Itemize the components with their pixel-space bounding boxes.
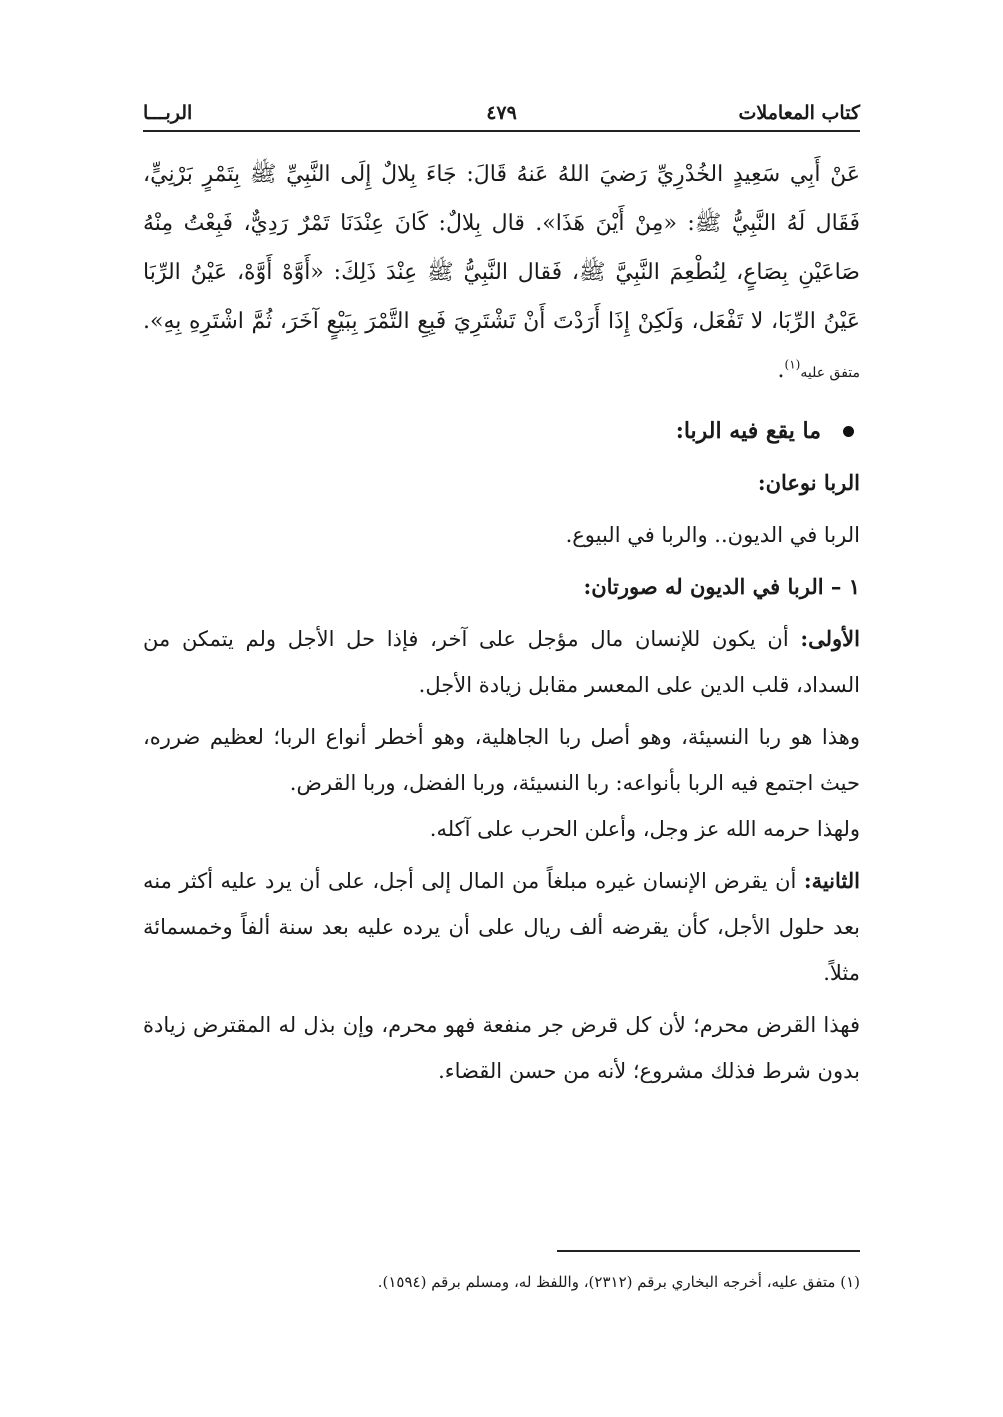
conclusion-paragraph: فهذا القرض محرم؛ لأن كل قرض جر منفعة فهو محرم، وإن بذل له المقترض زيادة بدون شرط فذلك مشروع؛ لأنه من حسن القضاء.	[143, 1013, 860, 1083]
debt-heading: ١ – الربا في الديون له صورتان:	[583, 574, 860, 599]
prohibition-paragraph: ولهذا حرمه الله عز وجل، وأعلن الحرب على آكله.	[429, 817, 860, 841]
second-form-paragraph	[143, 858, 860, 996]
hadith-source: متفق عليه	[800, 365, 860, 381]
bullet-icon	[843, 426, 854, 437]
footnote-ref[interactable]: (١)	[784, 357, 801, 372]
nasiah-paragraph: وهذا هو ربا النسيئة، وهو أصل ربا الجاهلية، وهو أخطر أنواع الربا؛ لعظيم ضرره، حيث اجتمع فيه الربا بأنواعه: ربا النسيئة، وربا الفضل، وربا القرض.	[143, 725, 860, 795]
hadith-paragraph: عَنْ أَبِي سَعِيدٍ الخُدْرِيِّ رَضيَ اللهُ عَنهُ قَالَ: جَاءَ بِلالٌ إِلَى النَّبِيِّ ﷺ بِتَمْرٍ بَرْنِيٍّ، فَقَال لَهُ النَّبِيُّ ﷺ: «مِنْ أَيْنَ هَذَا». قال بِلالٌ: كَانَ عِنْدَنَا تَمْرٌ رَدِيٌّ، فَبِعْتُ مِنْهُ صَاعَيْنِ بِصَاعٍ، لِنُطْعِمَ النَّبِيَّ ﷺ، فَقال النَّبِيُّ ﷺ عِنْدَ ذَلِكَ: «أَوَّهْ أَوَّهْ، عَيْنُ الرِّبَا عَيْنُ الرِّبَا، لا تَفْعَل، وَلَكِنْ إِذَا أَرَدْتَ أَنْ تَشْتَرِيَ فَبِعِ التَّمْرَ بِبَيْعٍ آخَرَ، ثُمَّ اشْتَرِهِ بِهِ». متفق عليه$^{(١)}$.	[143, 162, 860, 383]
first-form-text: أن يكون للإنسان مال مؤجل على آخر، فإذا حل الأجل ولم يتمكن من السداد، قلب الدين على المعسر مقابل زيادة الأجل.	[143, 627, 860, 697]
second-form-label: الثانية:	[803, 868, 860, 893]
first-form-label: الأولى:	[800, 626, 860, 651]
page-number: ٤٧٩	[486, 102, 517, 124]
header-divider	[143, 130, 860, 132]
second-form-text: أن يقرض الإنسان غيره مبلغاً من المال إلى أجل، على أن يرد عليه أكثر منه بعد حلول الأجل، كأن يقرضه ألف ريال على أن يرده عليه بعد سنة ألفاً وخمسمائة مثلاً.	[143, 869, 860, 985]
footnote-text: (١) متفق عليه، أخرجه البخاري برقم (٢٣١٢)، واللفظ له، ومسلم برقم (١٥٩٤).	[377, 1273, 860, 1291]
chapter-title: الربـــا	[143, 102, 193, 124]
footnote-divider	[557, 1250, 860, 1252]
first-form-paragraph	[143, 616, 860, 708]
book-title: كتاب المعاملات	[738, 102, 860, 124]
page-header	[143, 98, 860, 128]
section-heading	[143, 408, 860, 454]
types-text: الربا في الديون.. والربا في البيوع.	[565, 523, 860, 547]
section-heading-text: ما يقع فيه الربا:	[675, 418, 821, 444]
hadith-text: عَنْ أَبِي سَعِيدٍ الخُدْرِيِّ رَضيَ اللهُ عَنهُ قَالَ: جَاءَ بِلالٌ إِلَى النَّبِيِّ ﷺ بِتَمْرٍ بَرْنِيٍّ، فَقَال لَهُ النَّبِيُّ ﷺ: «مِنْ أَيْنَ هَذَا». قال بِلالٌ: كَانَ عِنْدَنَا تَمْرٌ رَدِيٌّ، فَبِعْتُ مِنْهُ صَاعَيْنِ بِصَاعٍ، لِنُطْعِمَ النَّبِيَّ ﷺ، فَقال النَّبِيُّ ﷺ عِنْدَ ذَلِكَ: «أَوَّهْ أَوَّهْ، عَيْنُ الرِّبَا عَيْنُ الرِّبَا، لا تَفْعَل، وَلَكِنْ إِذَا أَرَدْتَ أَنْ تَشْتَرِيَ فَبِعِ التَّمْرَ بِبَيْعٍ آخَرَ، ثُمَّ اشْتَرِهِ بِهِ».	[143, 162, 860, 334]
types-heading: الربا نوعان:	[757, 470, 860, 495]
page-body	[143, 150, 860, 1094]
